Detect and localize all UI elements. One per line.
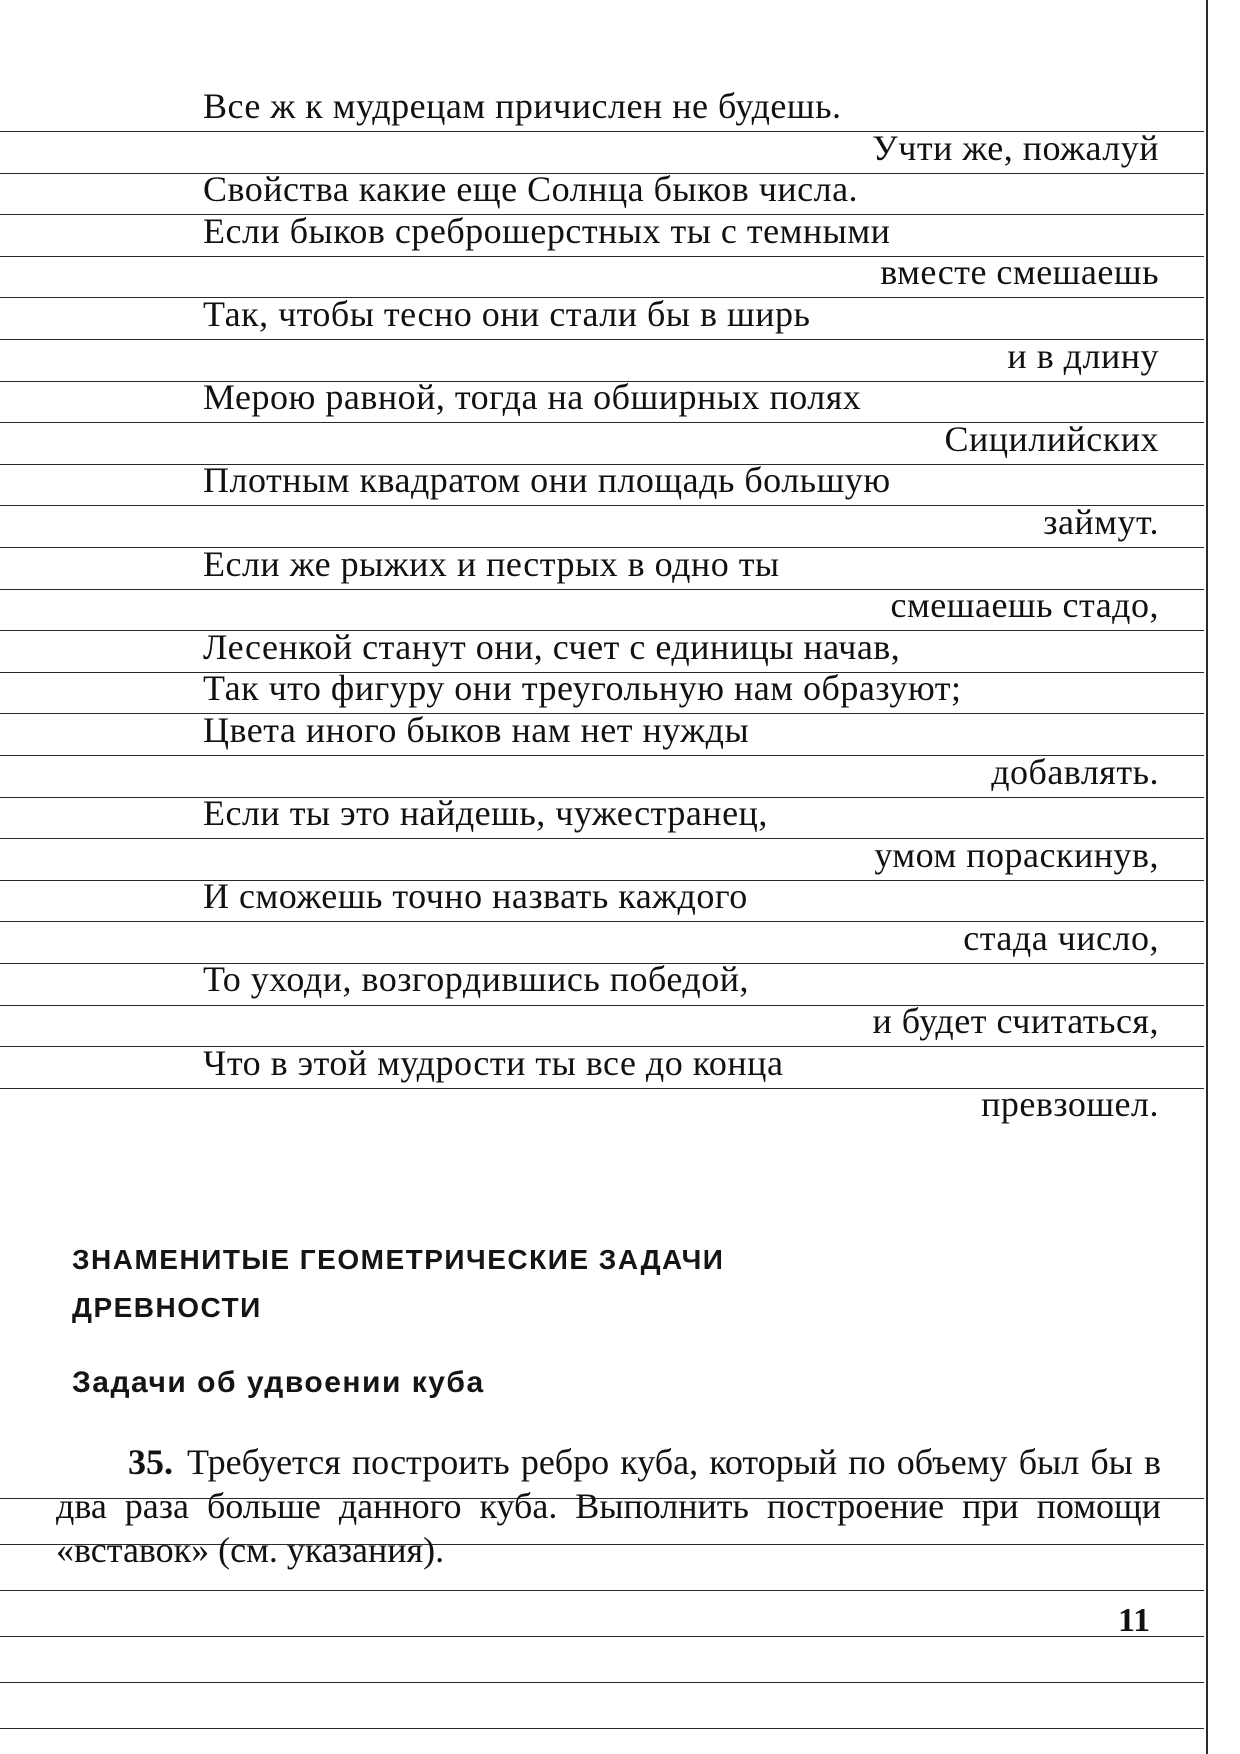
poem-line: вместе смешаешь bbox=[880, 252, 1159, 293]
section-heading-line2: ДРЕВНОСТИ bbox=[72, 1292, 262, 1323]
poem-line: Свойства какие еще Солнца быков числа. bbox=[203, 169, 859, 210]
ruled-line bbox=[0, 1728, 1204, 1729]
poem-line: добавлять. bbox=[991, 751, 1159, 792]
poem-line: Плотным квадратом они площадь большую bbox=[203, 460, 891, 501]
poem-line: Так что фигуру они треугольную нам образуют; bbox=[203, 668, 962, 709]
poem-line: Лесенкой станут они, счет с единицы начав, bbox=[203, 626, 901, 667]
poem-line: Что в этой мудрости ты все до конца bbox=[203, 1042, 784, 1083]
poem-line: Так, чтобы тесно они стали бы в ширь bbox=[203, 293, 811, 334]
page-number: 11 bbox=[1118, 1602, 1151, 1639]
poem-line: Если же рыжих и пестрых в одно ты bbox=[203, 543, 780, 584]
section-subheading: Задачи об удвоении куба bbox=[72, 1366, 485, 1399]
ruled-line bbox=[0, 1590, 1204, 1591]
poem-line: Сицилийских bbox=[944, 418, 1159, 459]
poem-line: Если ты это найдешь, чужестранец, bbox=[203, 793, 768, 834]
poem-line: То уходи, возгордившись победой, bbox=[203, 959, 749, 1000]
poem-line: Учти же, пожалуй bbox=[872, 127, 1159, 168]
poem-line: и будет считаться, bbox=[872, 1001, 1159, 1042]
ruled-line bbox=[0, 1636, 1204, 1637]
poem-line: умом пораскинув, bbox=[874, 834, 1159, 875]
poem-line: Все ж к мудрецам причислен не будешь. bbox=[203, 86, 842, 126]
poem-line: и в длину bbox=[1007, 335, 1159, 376]
page-edge-line bbox=[1206, 0, 1208, 1754]
problem-text: Требуется построить ребро куба, который по объему был бы в два раза больше данного куба. Выполнить построение при помощи «вставок» (см. указания). bbox=[56, 1442, 1161, 1570]
poem-line: Мерою равной, тогда на обширных полях bbox=[203, 377, 862, 418]
problem-35 bbox=[56, 1440, 1161, 1572]
problem-number: 35. bbox=[128, 1442, 173, 1482]
poem-line: Цвета иного быков нам нет нужды bbox=[203, 709, 750, 750]
poem-line: стада число, bbox=[963, 917, 1159, 958]
poem-line: Если быков среброшерстных ты с темными bbox=[203, 210, 891, 251]
poem-line: смешаешь стадо, bbox=[890, 585, 1159, 626]
poem-block bbox=[203, 86, 1163, 1126]
section-heading bbox=[72, 1236, 724, 1332]
ruled-line bbox=[0, 1682, 1204, 1683]
section-heading-line1: ЗНАМЕНИТЫЕ ГЕОМЕТРИЧЕСКИЕ ЗАДАЧИ bbox=[72, 1244, 725, 1275]
poem-line: И сможешь точно назвать каждого bbox=[203, 876, 748, 917]
poem-line: займут. bbox=[1043, 501, 1159, 542]
poem-line: превзошел. bbox=[981, 1084, 1159, 1125]
